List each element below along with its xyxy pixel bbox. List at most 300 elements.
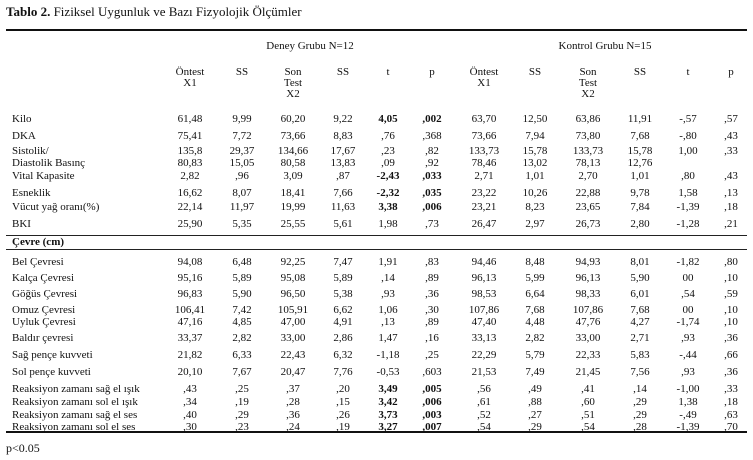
table-cell: ,25 [235,383,249,395]
table-cell: 47,00 [280,316,306,328]
table-row [0,383,753,395]
table-cell: 11,63 [330,201,356,213]
table-cell: 47,76 [575,316,601,328]
table-cell: 94,46 [471,256,497,268]
table-cell: ,96 [235,170,249,182]
table-cell: ,36 [724,332,738,344]
footnote: p<0.05 [6,441,40,455]
table-row [0,157,753,169]
table-cell: 2,70 [578,170,598,182]
table-cell: 3,38 [378,201,398,213]
table-cell: 22,29 [471,349,497,361]
table-cell: 98,33 [575,288,601,300]
table-cell: 19,99 [280,201,306,213]
table-cell: 73,66 [471,130,497,142]
table-cell: ,89 [425,316,439,328]
table-cell: 6,33 [232,349,252,361]
table-cell: ,80 [681,170,695,182]
table-cell: ,21 [724,218,738,230]
table-cell: 11,97 [229,201,255,213]
table-cell: 1,38 [678,396,698,408]
section-rule-bottom [6,249,747,250]
table-cell: ,368 [422,130,442,142]
table-cell: ,52 [477,409,491,421]
table-cell: 15,05 [229,157,255,169]
column-header: Son Test X2 [578,66,598,100]
row-label: Kilo [12,113,32,125]
row-label: Bel Çevresi [12,256,64,268]
table-cell: ,54 [681,288,695,300]
table-cell: 20,47 [280,366,306,378]
table-cell: ,82 [425,145,439,157]
table-cell: ,87 [336,170,350,182]
row-label: Vital Kapasite [12,170,75,182]
table-cell: 15,78 [627,145,653,157]
table-cell: 13,02 [522,157,548,169]
table-cell: 18,41 [280,187,306,199]
row-label: Esneklik [12,187,51,199]
row-label: Reaksiyon zamanı sağ el ışık [12,383,140,395]
table-cell: ,007 [422,421,442,433]
table-cell: ,10 [724,304,738,316]
table-row [0,272,753,284]
table-cell: 92,25 [280,256,306,268]
section-rule [6,235,747,236]
column-header: SS [633,66,647,78]
table-cell: 21,82 [177,349,203,361]
table-cell: ,29 [235,409,249,421]
table-cell: 8,07 [232,187,252,199]
row-label: Sağ pençe kuvveti [12,349,93,361]
table-cell: ,24 [286,421,300,433]
table-cell: 7,42 [232,304,252,316]
table-cell: 7,67 [232,366,252,378]
table-cell: -1,00 [676,383,700,395]
table-row [0,187,753,199]
table-cell: 2,82 [180,170,200,182]
table-cell: 4,48 [525,316,545,328]
table-cell: 63,86 [575,113,601,125]
table-cell: 13,83 [330,157,356,169]
table-cell: ,59 [724,288,738,300]
column-header: t [686,66,690,78]
table-cell: 7,66 [333,187,353,199]
table-cell: 134,66 [277,145,309,157]
table-cell: 6,64 [525,288,545,300]
table-cell: 7,56 [630,366,650,378]
table-cell: -,57 [679,113,697,125]
table-cell: 5,61 [333,218,353,230]
table-cell: 2,82 [232,332,252,344]
table-cell: ,49 [528,383,542,395]
table-cell: 3,09 [283,170,303,182]
table-cell: 2,86 [333,332,353,344]
table-cell: 7,68 [630,130,650,142]
table-cell: 73,66 [280,130,306,142]
row-label: Baldır çevresi [12,332,74,344]
table-cell: 1,91 [378,256,398,268]
table-row [0,332,753,344]
row-label: Reaksiyon zamanı sağ el ses [12,409,138,421]
table-cell: 61,48 [177,113,203,125]
table-cell: 4,85 [232,316,252,328]
table-cell: 8,83 [333,130,353,142]
table-cell: 4,05 [378,113,398,125]
table-cell: ,28 [286,396,300,408]
table-cell: ,36 [286,409,300,421]
table-cell: 23,21 [471,201,497,213]
table-cell: 7,68 [630,304,650,316]
table-cell: ,36 [425,288,439,300]
table-cell: 6,48 [232,256,252,268]
table-cell: 80,83 [177,157,203,169]
table-cell: ,002 [422,113,442,125]
table-cell: ,54 [477,421,491,433]
table-cell: ,29 [633,409,647,421]
table-cell: 8,01 [630,256,650,268]
table-cell: ,28 [633,421,647,433]
table-caption: Fiziksel Uygunluk ve Bazı Fizyolojik Ölçümler [53,4,302,19]
table-cell: 5,35 [232,218,252,230]
table-cell: ,18 [724,201,738,213]
table-cell: ,56 [477,383,491,395]
table-cell: 5,89 [333,272,353,284]
table-row [0,316,753,328]
table-row [0,113,753,125]
table-cell: ,61 [477,396,491,408]
table-cell: 3,42 [378,396,398,408]
table-cell: 1,06 [378,304,398,316]
row-label: Reaksiyon zamanı sol el ışık [12,396,138,408]
table-cell: 8,48 [525,256,545,268]
table-cell: 94,93 [575,256,601,268]
table-cell: ,34 [183,396,197,408]
table-cell: 6,32 [333,349,353,361]
group-header-deney: Deney Grubu N=12 [266,40,354,52]
column-header: p [728,66,734,78]
table-cell: ,76 [381,130,395,142]
row-label: BKI [12,218,31,230]
table-cell: ,43 [183,383,197,395]
table-cell: -2,32 [376,187,400,199]
table-cell: 25,55 [280,218,306,230]
column-header: Son Test X2 [283,66,303,100]
table-row [0,145,753,157]
table-cell: 10,26 [522,187,548,199]
table-cell: ,37 [286,383,300,395]
table-cell: 96,50 [280,288,306,300]
table-cell: 1,00 [678,145,698,157]
column-header: p [429,66,435,78]
table-cell: ,43 [724,130,738,142]
table-cell: 20,10 [177,366,203,378]
table-row [0,130,753,142]
table-cell: -1,74 [676,316,700,328]
table-cell: ,70 [724,421,738,433]
table-cell: 47,16 [177,316,203,328]
table-cell: ,51 [581,409,595,421]
table-cell: 25,90 [177,218,203,230]
table-cell: 7,72 [232,130,252,142]
table-cell: 95,16 [177,272,203,284]
table-cell: 16,62 [177,187,203,199]
table-cell: 3,73 [378,409,398,421]
table-cell: ,30 [425,304,439,316]
top-rule [6,29,747,31]
table-cell: 12,50 [522,113,548,125]
table-row [0,256,753,268]
table-row [0,396,753,408]
table-cell: ,92 [425,157,439,169]
table-cell: 33,13 [471,332,497,344]
table-cell: 105,91 [277,304,309,316]
table-cell: 26,47 [471,218,497,230]
table-cell: -0,53 [376,366,400,378]
column-header: SS [235,66,249,78]
table-row [0,218,753,230]
table-cell: 6,62 [333,304,353,316]
table-cell: ,30 [183,421,197,433]
table-cell: ,43 [724,170,738,182]
table-cell: 96,13 [471,272,497,284]
table-row [0,170,753,182]
table-cell: 133,73 [572,145,604,157]
table-cell: 5,90 [232,288,252,300]
table-cell: -1,28 [676,218,700,230]
table-cell: ,33 [724,383,738,395]
table-cell: ,003 [422,409,442,421]
table-cell: 9,99 [232,113,252,125]
table-cell: ,10 [724,316,738,328]
table-cell: 5,79 [525,349,545,361]
group-header-kontrol: Kontrol Grubu N=15 [558,40,652,52]
table-cell: 3,27 [378,421,398,433]
table-cell: ,25 [425,349,439,361]
table-cell: ,66 [724,349,738,361]
table-cell: -1,39 [676,421,700,433]
table-cell: ,005 [422,383,442,395]
table-cell: 23,65 [575,201,601,213]
table-cell: 1,01 [630,170,650,182]
table-cell: ,60 [581,396,595,408]
table-title [6,4,302,20]
table-cell: 6,01 [630,288,650,300]
table-cell: ,54 [581,421,595,433]
table-cell: 7,49 [525,366,545,378]
table-cell: 80,58 [280,157,306,169]
table-cell: 60,20 [280,113,306,125]
table-cell: 2,80 [630,218,650,230]
table-row [0,304,753,316]
table-cell: 22,33 [575,349,601,361]
table-cell: ,27 [528,409,542,421]
table-cell: 5,90 [630,272,650,284]
table-cell: 9,78 [630,187,650,199]
table-cell: ,14 [633,383,647,395]
table-cell: -1,39 [676,201,700,213]
table-cell: ,93 [381,288,395,300]
table-cell: ,13 [724,187,738,199]
table-cell: ,29 [528,421,542,433]
row-label: Reaksiyon zamanı sol el ses [12,421,136,433]
table-cell: 5,83 [630,349,650,361]
table-cell: ,006 [422,396,442,408]
row-label: Omuz Çevresi [12,304,76,316]
table-cell: 5,89 [232,272,252,284]
table-cell: 33,00 [575,332,601,344]
table-cell: ,006 [422,201,442,213]
table-cell: 78,46 [471,157,497,169]
table-cell: 106,41 [174,304,206,316]
table-cell: 75,41 [177,130,203,142]
table-cell: ,16 [425,332,439,344]
table-cell: ,20 [336,383,350,395]
table-cell: 3,49 [378,383,398,395]
row-label: Vücut yağ oranı(%) [12,201,100,213]
table-number: Tablo 2. [6,4,51,19]
table-cell: 7,76 [333,366,353,378]
table-row [0,201,753,213]
table-cell: 7,47 [333,256,353,268]
table-cell: ,63 [724,409,738,421]
table-row [0,409,753,421]
row-label: Diastolik Basınç [12,157,86,169]
table-cell: 22,14 [177,201,203,213]
table-cell: ,10 [724,272,738,284]
table-cell: 94,08 [177,256,203,268]
table-cell: ,40 [183,409,197,421]
table-cell: 1,98 [378,218,398,230]
table-cell: 15,78 [522,145,548,157]
table-cell: 22,43 [280,349,306,361]
table-cell: ,57 [724,113,738,125]
table-cell: 4,27 [630,316,650,328]
table-cell: 17,67 [330,145,356,157]
table-cell: ,29 [633,396,647,408]
table-cell: ,36 [724,366,738,378]
table-cell: ,14 [381,272,395,284]
table-cell: ,09 [381,157,395,169]
table-cell: 4,91 [333,316,353,328]
table-cell: 29,37 [229,145,255,157]
table-cell: 11,91 [627,113,653,125]
column-header: SS [336,66,350,78]
table-cell: 33,00 [280,332,306,344]
table-cell: ,88 [528,396,542,408]
table-cell: 2,71 [474,170,494,182]
column-header: t [386,66,390,78]
table-cell: 1,01 [525,170,545,182]
table-row [0,421,753,433]
table-cell: 107,86 [572,304,604,316]
table-cell: 2,71 [630,332,650,344]
table-cell: 26,73 [575,218,601,230]
table-cell: ,23 [235,421,249,433]
table-cell: ,93 [681,332,695,344]
table-cell: 5,38 [333,288,353,300]
table-cell: 7,84 [630,201,650,213]
table-cell: 21,45 [575,366,601,378]
table-cell: ,80 [724,256,738,268]
table-cell: 78,13 [575,157,601,169]
table-cell: -1,82 [676,256,700,268]
table-cell: 7,94 [525,130,545,142]
table-cell: 96,83 [177,288,203,300]
column-header: SS [528,66,542,78]
row-label: Sol pençe kuvveti [12,366,91,378]
table-cell: -,49 [679,409,697,421]
table-cell: ,15 [336,396,350,408]
table-cell: 2,97 [525,218,545,230]
table-cell: 1,47 [378,332,398,344]
row-label: DKA [12,130,36,142]
table-cell: -,80 [679,130,697,142]
table-cell: ,33 [724,145,738,157]
table-cell: ,26 [336,409,350,421]
table-cell: 47,40 [471,316,497,328]
table-cell: -,44 [679,349,697,361]
table-cell: ,83 [425,256,439,268]
table-cell: ,033 [422,170,442,182]
table-cell: 107,86 [468,304,500,316]
table-cell: 00 [682,272,694,284]
column-header: Öntest X1 [175,66,205,89]
row-label: Kalça Çevresi [12,272,74,284]
table-cell: ,19 [235,396,249,408]
table-cell: 22,88 [575,187,601,199]
column-header: Öntest X1 [469,66,499,89]
table-cell: ,19 [336,421,350,433]
table-cell: 73,80 [575,130,601,142]
table-cell: 00 [682,304,694,316]
table-cell: 133,73 [468,145,500,157]
table-cell: ,13 [381,316,395,328]
table-cell: 96,13 [575,272,601,284]
table-cell: ,93 [681,366,695,378]
table-cell: 98,53 [471,288,497,300]
row-label: Uyluk Çevresi [12,316,76,328]
table-cell: 5,99 [525,272,545,284]
table-cell: 23,22 [471,187,497,199]
table-cell: 63,70 [471,113,497,125]
table-cell: ,73 [425,218,439,230]
table-cell: -1,18 [376,349,400,361]
table-cell: 135,8 [177,145,203,157]
table-cell: ,18 [724,396,738,408]
table-cell: 33,37 [177,332,203,344]
table-cell: ,89 [425,272,439,284]
table-cell: 8,23 [525,201,545,213]
table-row [0,349,753,361]
table-cell: ,603 [422,366,442,378]
row-label: Göğüs Çevresi [12,288,78,300]
table-row [0,288,753,300]
table-cell: 9,22 [333,113,353,125]
table-cell: ,41 [581,383,595,395]
row-label: Sistolik/ [12,145,49,157]
table-cell: 1,58 [678,187,698,199]
table-cell: 7,68 [525,304,545,316]
table-cell: 2,82 [525,332,545,344]
table-cell: -2,43 [376,170,400,182]
table-row [0,366,753,378]
table-cell: ,035 [422,187,442,199]
table-cell: 95,08 [280,272,306,284]
table-cell: 12,76 [627,157,653,169]
table-cell: 21,53 [471,366,497,378]
section-label: Çevre (cm) [12,236,65,248]
table-cell: ,23 [381,145,395,157]
